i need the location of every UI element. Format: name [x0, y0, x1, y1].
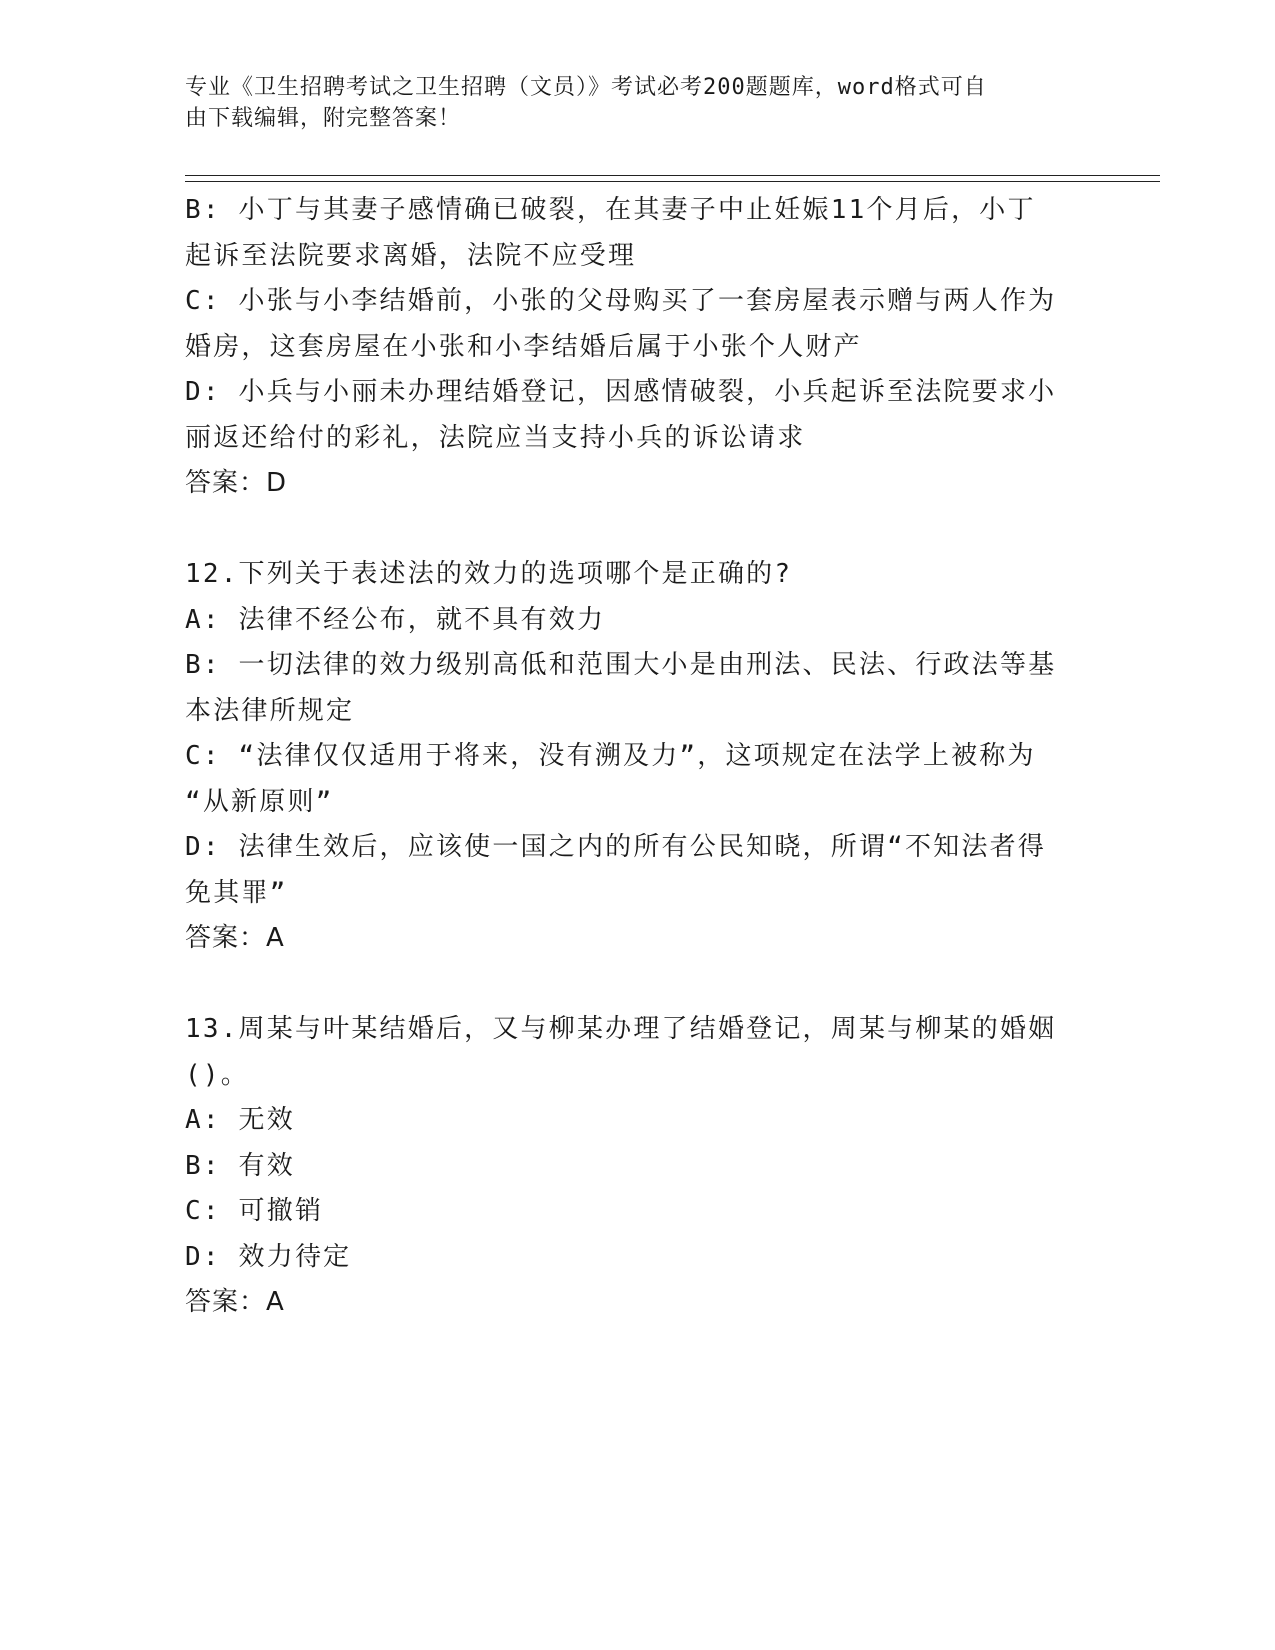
option-b-cont: 起诉至法院要求离婚，法院不应受理 — [185, 240, 637, 271]
option-c: C: 可撤销 — [185, 1196, 324, 1226]
answer-line: 答案：A — [185, 1287, 285, 1317]
question-13 — [185, 1007, 1075, 1326]
answer-line: 答案：D — [185, 468, 288, 498]
option-b: B: 一切法律的效力级别高低和范围大小是由刑法、民法、行政法等基 — [185, 650, 1057, 680]
option-c: C: “法律仅仅适用于将来，没有溯及力”，这项规定在法学上被称为 — [185, 741, 1036, 771]
document-body — [185, 188, 1075, 1326]
option-d: D: 法律生效后，应该使一国之内的所有公民知晓，所谓“不知法者得 — [185, 832, 1047, 862]
option-d: D: 效力待定 — [185, 1241, 352, 1272]
option-d: D: 小兵与小丽未办理结婚登记，因感情破裂，小兵起诉至法院要求小 — [185, 377, 1057, 407]
option-a: A: 法律不经公布，就不具有效力 — [185, 604, 606, 635]
option-b: B: 有效 — [185, 1150, 295, 1181]
header-rule-top — [185, 175, 1160, 176]
option-c-cont: 婚房，这套房屋在小张和小李结婚后属于小张个人财产 — [185, 331, 862, 362]
option-c-cont: “从新原则” — [185, 786, 334, 817]
document-header — [185, 72, 1065, 134]
question-stem: 12.下列关于表述法的效力的选项哪个是正确的? — [185, 559, 793, 589]
header-rule-bottom — [185, 181, 1160, 182]
option-b: B: 小丁与其妻子感情确已破裂，在其妻子中止妊娠11个月后，小丁 — [185, 195, 1036, 225]
option-d-cont: 免其罪” — [185, 877, 288, 908]
header-title-line1: 专业《卫生招聘考试之卫生招聘（文员）》考试必考200题题库，word格式可自 — [185, 75, 987, 100]
question-spacer — [185, 507, 1075, 553]
answer-line: 答案：A — [185, 923, 285, 953]
question-stem: 13.周某与叶某结婚后，又与柳某办理了结婚登记，周某与柳某的婚姻 — [185, 1014, 1057, 1044]
option-c: C: 小张与小李结婚前，小张的父母购买了一套房屋表示赠与两人作为 — [185, 286, 1057, 316]
question-spacer — [185, 962, 1075, 1008]
header-title-line2: 由下载编辑，附完整答案！ — [185, 106, 462, 131]
question-12 — [185, 552, 1075, 962]
question-stem-cont: ()。 — [185, 1059, 249, 1090]
question-11-tail — [185, 188, 1075, 507]
option-b-cont: 本法律所规定 — [185, 695, 355, 726]
option-d-cont: 丽返还给付的彩礼，法院应当支持小兵的诉讼请求 — [185, 422, 806, 453]
option-a: A: 无效 — [185, 1105, 295, 1135]
